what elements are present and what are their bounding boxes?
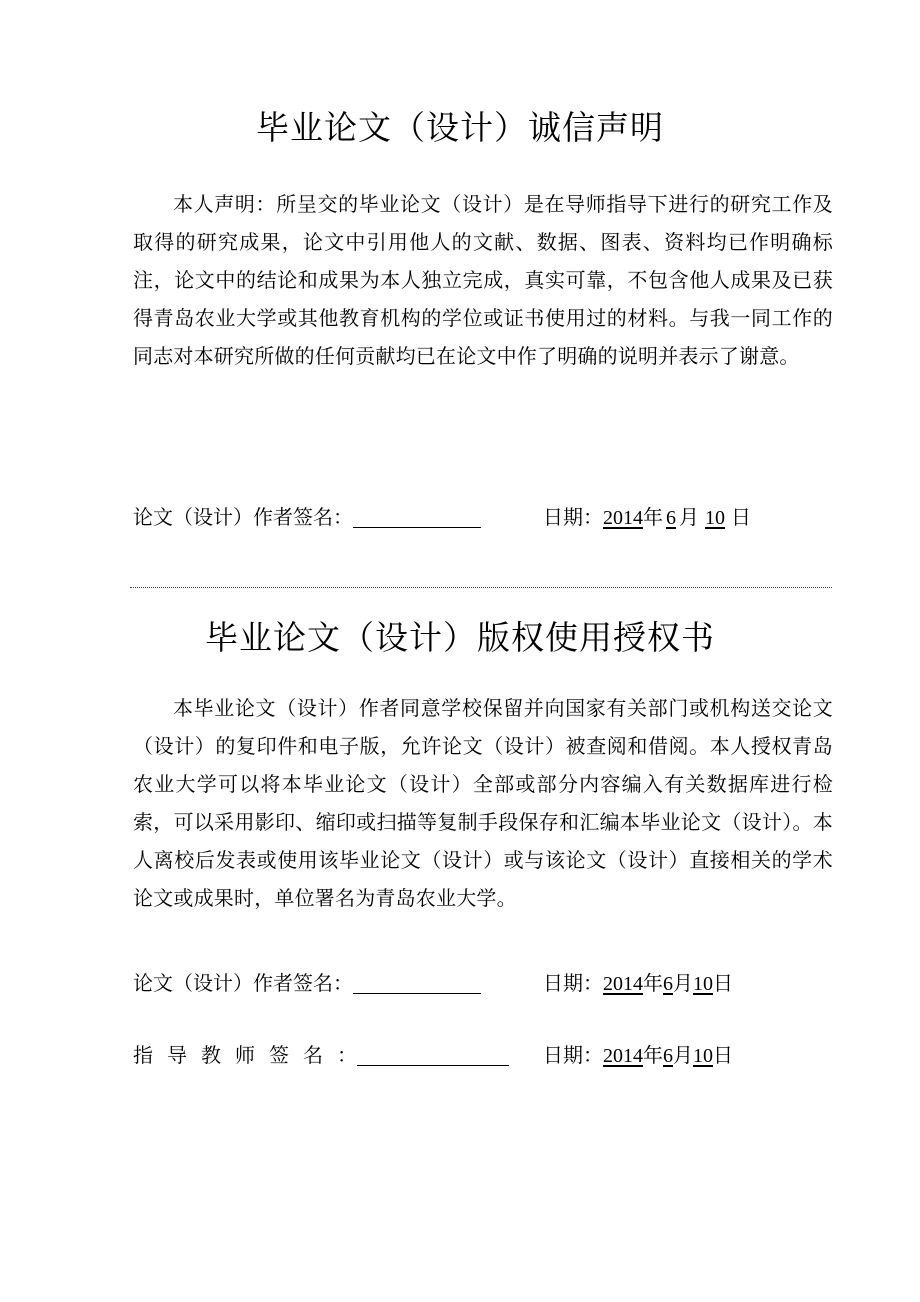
section-divider <box>130 587 832 588</box>
date-year: 2014 <box>603 507 643 529</box>
date-day-unit: 日 <box>713 971 733 995</box>
date-year: 2014 <box>603 1045 643 1067</box>
author-signature-row <box>133 968 833 998</box>
date-month-unit: 月 <box>679 505 699 529</box>
date-label: 日期： <box>543 1043 603 1067</box>
date-day: 10 <box>693 973 713 995</box>
declaration-title: 毕业论文（设计）诚信声明 <box>256 108 664 147</box>
date-day: 10 <box>705 507 725 529</box>
author-signature-line[interactable] <box>353 505 481 528</box>
date-day: 10 <box>693 1045 713 1067</box>
author-date <box>543 968 733 999</box>
date-month-unit: 月 <box>673 971 693 995</box>
date-day-unit: 日 <box>731 505 751 529</box>
date-month: 6 <box>663 973 673 995</box>
date-label: 日期： <box>543 505 603 529</box>
declaration-body: 本人声明：所呈交的毕业论文（设计）是在导师指导下进行的研究工作及取得的研究成果，论文中引用他人的文献、数据、图表、资料均已作明确标注，论文中的结论和成果为本人独立完成，真实可靠，不包含他人成果及已获得青岛农业大学或其他教育机构的学位或证书使用过的材料。与我一同工作的同志对本研究所做的任何贡献均已在论文中作了明确的说明并表示了谢意。 <box>133 192 833 368</box>
advisor-date <box>543 1040 733 1071</box>
authorization-title: 毕业论文（设计）版权使用授权书 <box>205 618 715 657</box>
author-signature-label: 论文（设计）作者签名： <box>133 505 353 529</box>
date-year-unit: 年 <box>643 1043 663 1067</box>
date-year-unit: 年 <box>643 505 663 529</box>
date-month: 6 <box>666 507 676 529</box>
declaration-signature-row <box>133 502 833 532</box>
date-month: 6 <box>663 1045 673 1067</box>
date-day-unit: 日 <box>713 1043 733 1067</box>
author-signature-line[interactable] <box>353 971 481 994</box>
date-year-unit: 年 <box>643 971 663 995</box>
authorization-body: 本毕业论文（设计）作者同意学校保留并向国家有关部门或机构送交论文（设计）的复印件和电子版，允许论文（设计）被查阅和借阅。本人授权青岛农业大学可以将本毕业论文（设计）全部或部分内容编入有关数据库进行检索，可以采用影印、缩印或扫描等复制手段保存和汇编本毕业论文（设计）。本人离校后发表或使用该毕业论文（设计）或与该论文（设计）直接相关的学术论文或成果时，单位署名为青岛农业大学。 <box>133 696 833 910</box>
declaration-date <box>543 502 751 533</box>
advisor-signature-row <box>133 1040 833 1070</box>
date-year: 2014 <box>603 973 643 995</box>
advisor-signature-label: 指导教师签名： <box>133 1043 371 1067</box>
advisor-signature-line[interactable] <box>357 1043 509 1066</box>
date-label: 日期： <box>543 971 603 995</box>
author-signature-label: 论文（设计）作者签名： <box>133 971 353 995</box>
date-month-unit: 月 <box>673 1043 693 1067</box>
